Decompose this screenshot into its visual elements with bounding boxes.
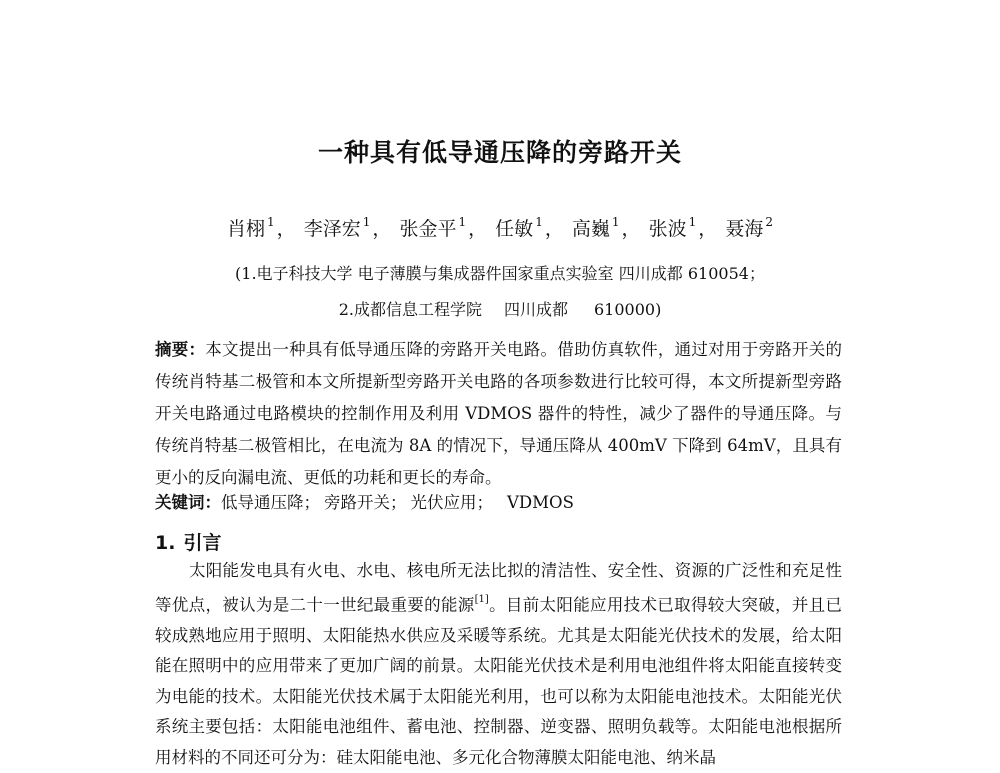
body-paragraph — [155, 556, 842, 773]
author-name: 李泽宏 — [303, 218, 361, 240]
affiliation-institute: 2.成都信息工程学院 — [338, 300, 482, 319]
author-separator: ， — [698, 218, 718, 240]
author-name: 任敏 — [495, 218, 534, 240]
affiliation-marker: 2 — [765, 214, 773, 229]
keywords-label: 关键词： — [155, 493, 221, 512]
citation-ref: [1] — [474, 593, 489, 605]
section-number: 1. — [155, 532, 176, 554]
affiliation-city: 四川成都 — [503, 300, 568, 319]
author-separator: ， — [276, 218, 296, 240]
affiliation-zip: 610000) — [593, 300, 662, 319]
body-text: 。目前太阳能应用技术已取得较大突破，并且已较成熟地应用于照明、太阳能热水供应及采暖等系统。尤其是太阳能光伏技术的发展，给太阳能在照明中的应用带来了更加广阔的前景。太阳能光伏技术是利用电池组件将太阳能直接转变为电能的技术。太阳能光伏技术属于太阳能光利用，也可以称为太阳能电池技术。太阳能光伏系统主要包括：太阳能电池组件、蓄电池、控制器、逆变器、照明负载等。太阳能电池根据所用材料的不同还可分为：硅太阳能电池、多元化合物薄膜太阳能电池、纳米晶 — [155, 595, 843, 767]
affiliation-zip: 610054； — [687, 264, 765, 283]
affiliation-university: (1.电子科技大学 — [235, 264, 353, 283]
author-list — [0, 214, 1000, 241]
affiliation-lab: 电子薄膜与集成器件国家重点实验室 — [357, 264, 614, 283]
author-separator: ， — [468, 218, 488, 240]
keyword: 旁路开关； — [324, 493, 407, 512]
affiliation-city: 四川成都 — [618, 264, 683, 283]
author-name: 张金平 — [399, 218, 457, 240]
paper-title: 一种具有低导通压降的旁路开关 — [317, 138, 682, 167]
keyword: 低导通压降； — [221, 493, 320, 512]
author-separator: ， — [621, 218, 641, 240]
affiliation-marker: 1 — [362, 214, 371, 229]
affiliation-marker: 1 — [611, 214, 620, 229]
author-name: 肖栩 — [227, 218, 266, 240]
section-heading — [155, 528, 221, 555]
section-title: 引言 — [183, 532, 222, 554]
affiliation-marker: 1 — [458, 214, 467, 229]
abstract-text: 本文提出一种具有低导通压降的旁路开关电路。借助仿真软件，通过对用于旁路开关的传统肖特基二极管和本文所提新型旁路开关电路的各项参数进行比较可得，本文所提新型旁路开关电路通过电路模块的控制作用及利用 VDMOS 器件的特性，减少了器件的导通压降。与传统肖特基二极管相比，在电流为 8A 的情况下，导通压降从 400mV 下降到 64mV，且具有更小的反向漏电流、更低的功耗和更长的寿命。 — [155, 340, 843, 487]
author-name: 张波 — [648, 218, 687, 240]
affiliation-marker: 1 — [688, 214, 697, 229]
author-separator: ， — [544, 218, 564, 240]
abstract-label: 摘要： — [155, 340, 206, 359]
keywords — [155, 489, 842, 513]
body-text: 太阳能发电具有火电、水电、核电所无法比拟的清洁性、安全性、资源的广泛性和充足性等优点，被认为是二十一世纪最重要的能源 — [155, 561, 842, 614]
keyword: VDMOS — [507, 493, 574, 512]
affiliation-line-2 — [0, 297, 1000, 320]
author-separator: ， — [372, 218, 392, 240]
author-name: 高巍 — [571, 218, 610, 240]
abstract — [155, 334, 842, 494]
author-name: 聂海 — [725, 218, 764, 240]
affiliation-marker: 1 — [267, 214, 275, 229]
keyword: 光伏应用； — [410, 493, 493, 512]
affiliation-marker: 1 — [535, 214, 543, 229]
affiliation-line-1 — [0, 261, 1000, 284]
